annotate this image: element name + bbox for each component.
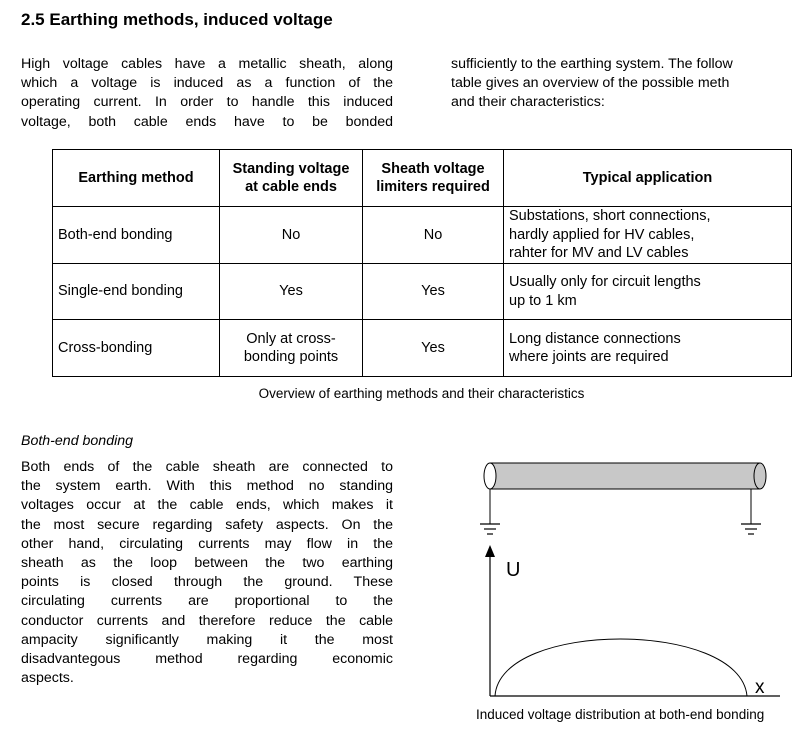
paragraph-line: disadvantegous method regarding economic — [21, 651, 393, 668]
cell-standing: No — [220, 207, 363, 264]
paragraph-line: the system earth. With this method no standing — [21, 478, 393, 495]
standing-line: Only at cross- — [246, 330, 336, 347]
paragraph-line: aspects. — [21, 670, 74, 687]
header-earthing-method: Earthing method — [53, 150, 220, 207]
app-line: Substations, short connections, — [509, 208, 711, 225]
y-axis-label: U — [506, 559, 521, 581]
paragraph-line: ampacity significantly making it the most — [21, 631, 393, 648]
section-title: 2.5 Earthing methods, induced voltage — [21, 10, 333, 29]
cell-standing — [220, 320, 363, 377]
header-limiters-line1: Sheath voltage — [381, 161, 485, 177]
table-header-row — [53, 150, 792, 207]
intro-paragraph-right — [451, 55, 797, 113]
intro-paragraph-left — [21, 55, 393, 132]
app-line: rahter for MV and LV cables — [509, 245, 689, 262]
cable-right-end — [754, 463, 766, 489]
intro-left-line: which a voltage is induced as a function of the — [21, 75, 393, 92]
app-line: up to 1 km — [509, 292, 577, 309]
header-sheath-limiters — [363, 150, 504, 207]
intro-right-line: and their characteristics: — [451, 94, 605, 111]
right-ground-icon — [741, 489, 761, 534]
cell-application — [504, 320, 792, 377]
intro-left-line: High voltage cables have a metallic sheath, along — [21, 56, 393, 72]
cable-left-end — [484, 463, 496, 489]
header-standing-line1: Standing voltage — [232, 161, 350, 177]
both-end-heading: Both-end bonding — [21, 433, 134, 449]
app-line: hardly applied for HV cables, — [509, 226, 695, 243]
diagram-caption: Induced voltage distribution at both-end bonding — [476, 707, 765, 722]
paragraph-line: the most secure regarding safety aspects. On the — [21, 516, 393, 533]
paragraph-line: points is closed through the ground. These — [21, 574, 393, 591]
app-line: Long distance connections — [509, 330, 681, 347]
header-limiters-line2: limiters required — [376, 179, 490, 195]
intro-right-line: table gives an overview of the possible meth — [451, 75, 730, 92]
paragraph-line: circulating currents are proportional to the — [21, 593, 393, 610]
cell-method: Single-end bonding — [53, 264, 220, 320]
earthing-methods-table — [52, 149, 792, 377]
cell-application — [504, 207, 792, 264]
voltage-distribution-curve — [495, 639, 747, 696]
table-row — [53, 320, 792, 377]
cell-limiters: Yes — [363, 264, 504, 320]
intro-left-line: operating current. In order to handle this induced — [21, 94, 393, 111]
paragraph-line: voltages occur at the cable ends, which makes it — [21, 497, 393, 514]
cell-method: Cross-bonding — [53, 320, 220, 377]
x-axis-label: x — [755, 677, 765, 698]
table-row — [53, 264, 792, 320]
cell-standing: Yes — [220, 264, 363, 320]
both-end-bonding-diagram — [470, 450, 790, 702]
table-caption: Overview of earthing methods and their characteristics — [258, 386, 585, 401]
cell-limiters: No — [363, 207, 504, 264]
app-line: Usually only for circuit lengths — [509, 274, 701, 290]
paragraph-line: conductor currents and therefore reduce the cable — [21, 612, 393, 629]
cell-limiters: Yes — [363, 320, 504, 377]
paragraph-line: Both ends of the cable sheath are connected to — [21, 459, 393, 475]
cable-sheath — [490, 463, 760, 489]
y-axis — [485, 545, 495, 696]
app-line: where joints are required — [509, 349, 669, 365]
table-row — [53, 207, 792, 264]
standing-line: bonding points — [243, 349, 339, 365]
paragraph-line: other hand, circulating currents may flow in the — [21, 535, 393, 552]
left-ground-icon — [480, 489, 500, 534]
cell-application — [504, 264, 792, 320]
intro-left-line: voltage, both cable ends have to be bonded — [21, 113, 393, 130]
header-standing-voltage — [220, 150, 363, 207]
intro-right-line: sufficiently to the earthing system. The follow — [451, 56, 733, 72]
both-end-paragraph — [21, 458, 393, 688]
paragraph-line: sheath as the loop between the two earthing — [21, 555, 393, 572]
header-standing-line2: at cable ends — [245, 179, 337, 195]
header-typical-application: Typical application — [504, 150, 792, 207]
cell-method: Both-end bonding — [53, 207, 220, 264]
